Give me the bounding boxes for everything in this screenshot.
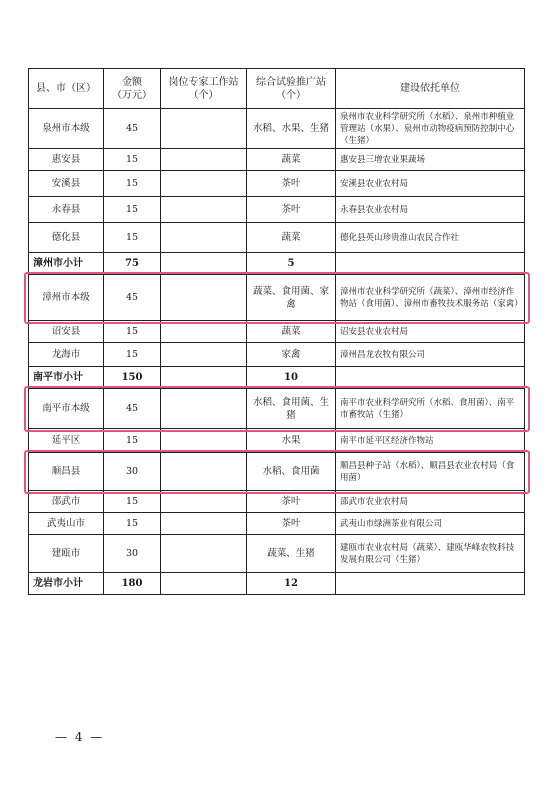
- cell-unit: [336, 367, 525, 389]
- cell-county: 德化县: [29, 223, 104, 253]
- cell-county: 安溪县: [29, 171, 104, 197]
- cell-county: 龙岩市小计: [29, 573, 104, 595]
- cell-county: 邵武市: [29, 491, 104, 513]
- cell-unit: 武夷山市绿洲茶业有限公司: [336, 513, 525, 535]
- cell-county: 延平区: [29, 429, 104, 453]
- cell-amount: 15: [104, 149, 161, 171]
- cell-unit: 邵武市农业农村局: [336, 491, 525, 513]
- cell-unit: [336, 573, 525, 595]
- table-row: [29, 343, 525, 367]
- cell-trial-station: 水果: [247, 429, 336, 453]
- cell-county: 惠安县: [29, 149, 104, 171]
- cell-trial-station: 茶叶: [247, 513, 336, 535]
- cell-unit: 惠安县三增农业果蔬场: [336, 149, 525, 171]
- cell-county: 永春县: [29, 197, 104, 223]
- cell-expert-station: [161, 491, 247, 513]
- cell-county: 建瓯市: [29, 535, 104, 573]
- cell-county: 诏安县: [29, 321, 104, 343]
- cell-trial-station: 水稻、食用菌、生猪: [247, 389, 336, 429]
- cell-expert-station: [161, 197, 247, 223]
- cell-amount: 180: [104, 573, 161, 595]
- cell-expert-station: [161, 389, 247, 429]
- cell-expert-station: [161, 573, 247, 595]
- cell-unit: [336, 253, 525, 275]
- subtotal-row: [29, 367, 525, 389]
- header-amount: 金额 （万元）: [104, 69, 161, 109]
- cell-amount: 15: [104, 343, 161, 367]
- cell-expert-station: [161, 535, 247, 573]
- cell-trial-station: 蔬菜: [247, 223, 336, 253]
- cell-expert-station: [161, 171, 247, 197]
- cell-county: 顺昌县: [29, 453, 104, 491]
- table-row: [29, 429, 525, 453]
- cell-amount: 45: [104, 109, 161, 149]
- cell-county: 泉州市本级: [29, 109, 104, 149]
- cell-trial-station: 5: [247, 253, 336, 275]
- header-trial-station: 综合试验推广站 （个）: [247, 69, 336, 109]
- table-row: [29, 223, 525, 253]
- cell-county: 漳州市小计: [29, 253, 104, 275]
- header-expert-station: 岗位专家工作站 （个）: [161, 69, 247, 109]
- table-row: [29, 109, 525, 149]
- cell-county: 南平市本级: [29, 389, 104, 429]
- cell-expert-station: [161, 367, 247, 389]
- cell-amount: 15: [104, 223, 161, 253]
- header-unit: 建设依托单位: [336, 69, 525, 109]
- cell-unit: 南平市延平区经济作物站: [336, 429, 525, 453]
- cell-expert-station: [161, 149, 247, 171]
- cell-trial-station: 茶叶: [247, 171, 336, 197]
- cell-trial-station: 家禽: [247, 343, 336, 367]
- cell-trial-station: 水稻、水果、生猪: [247, 109, 336, 149]
- cell-trial-station: 12: [247, 573, 336, 595]
- table-row: [29, 513, 525, 535]
- cell-expert-station: [161, 429, 247, 453]
- cell-unit: 建瓯市农业农村局（蔬菜）、建瓯华峰农牧科技发展有限公司（生猪）: [336, 535, 525, 573]
- cell-amount: 15: [104, 171, 161, 197]
- cell-trial-station: 蔬菜: [247, 149, 336, 171]
- cell-amount: 15: [104, 197, 161, 223]
- funding-table: [28, 68, 525, 595]
- cell-trial-station: 蔬菜: [247, 321, 336, 343]
- cell-trial-station: 茶叶: [247, 197, 336, 223]
- cell-unit: 永春县农业农村局: [336, 197, 525, 223]
- cell-county: 漳州市本级: [29, 275, 104, 321]
- cell-expert-station: [161, 343, 247, 367]
- cell-county: 南平市小计: [29, 367, 104, 389]
- header-county: 县、市（区）: [29, 69, 104, 109]
- cell-expert-station: [161, 453, 247, 491]
- table-row: [29, 535, 525, 573]
- table-row: [29, 171, 525, 197]
- table-header-row: [29, 69, 525, 109]
- cell-trial-station: 10: [247, 367, 336, 389]
- cell-amount: 15: [104, 513, 161, 535]
- table-row: [29, 321, 525, 343]
- table-row: [29, 149, 525, 171]
- subtotal-row: [29, 573, 525, 595]
- cell-expert-station: [161, 223, 247, 253]
- cell-amount: 30: [104, 535, 161, 573]
- cell-amount: 150: [104, 367, 161, 389]
- cell-trial-station: 蔬菜、食用菌、家禽: [247, 275, 336, 321]
- cell-trial-station: 茶叶: [247, 491, 336, 513]
- cell-expert-station: [161, 253, 247, 275]
- cell-trial-station: 蔬菜、生猪: [247, 535, 336, 573]
- cell-amount: 30: [104, 453, 161, 491]
- cell-unit: 漳州市农业科学研究所（蔬菜）、漳州市经济作物站（食用菌）、漳州市畜牧技术服务站（家禽）: [336, 275, 525, 321]
- cell-amount: 15: [104, 491, 161, 513]
- table-row: [29, 197, 525, 223]
- cell-trial-station: 水稻、食用菌: [247, 453, 336, 491]
- cell-expert-station: [161, 321, 247, 343]
- cell-unit: 诏安县农业农村局: [336, 321, 525, 343]
- cell-unit: 南平市农业科学研究所（水稻、食用菌）、南平市畜牧站（生猪）: [336, 389, 525, 429]
- cell-unit: 泉州市农业科学研究所（水稻）、泉州市种植业管理站（水果）、泉州市动物疫病预防控制中心（生猪）: [336, 109, 525, 149]
- cell-expert-station: [161, 275, 247, 321]
- cell-county: 龙海市: [29, 343, 104, 367]
- cell-county: 武夷山市: [29, 513, 104, 535]
- cell-unit: 顺昌县种子站（水稻）、顺昌县农业农村局（食用菌）: [336, 453, 525, 491]
- cell-expert-station: [161, 109, 247, 149]
- table-row: [29, 491, 525, 513]
- cell-amount: 15: [104, 321, 161, 343]
- cell-amount: 75: [104, 253, 161, 275]
- cell-amount: 45: [104, 275, 161, 321]
- table-row: [29, 453, 525, 491]
- cell-expert-station: [161, 513, 247, 535]
- cell-amount: 15: [104, 429, 161, 453]
- cell-unit: 德化县英山珍贵淮山农民合作社: [336, 223, 525, 253]
- cell-amount: 45: [104, 389, 161, 429]
- subtotal-row: [29, 253, 525, 275]
- cell-unit: 安溪县农业农村局: [336, 171, 525, 197]
- page-number: — 4 —: [55, 730, 105, 744]
- table-row: [29, 275, 525, 321]
- table-row: [29, 389, 525, 429]
- cell-unit: 漳州昌龙农牧有限公司: [336, 343, 525, 367]
